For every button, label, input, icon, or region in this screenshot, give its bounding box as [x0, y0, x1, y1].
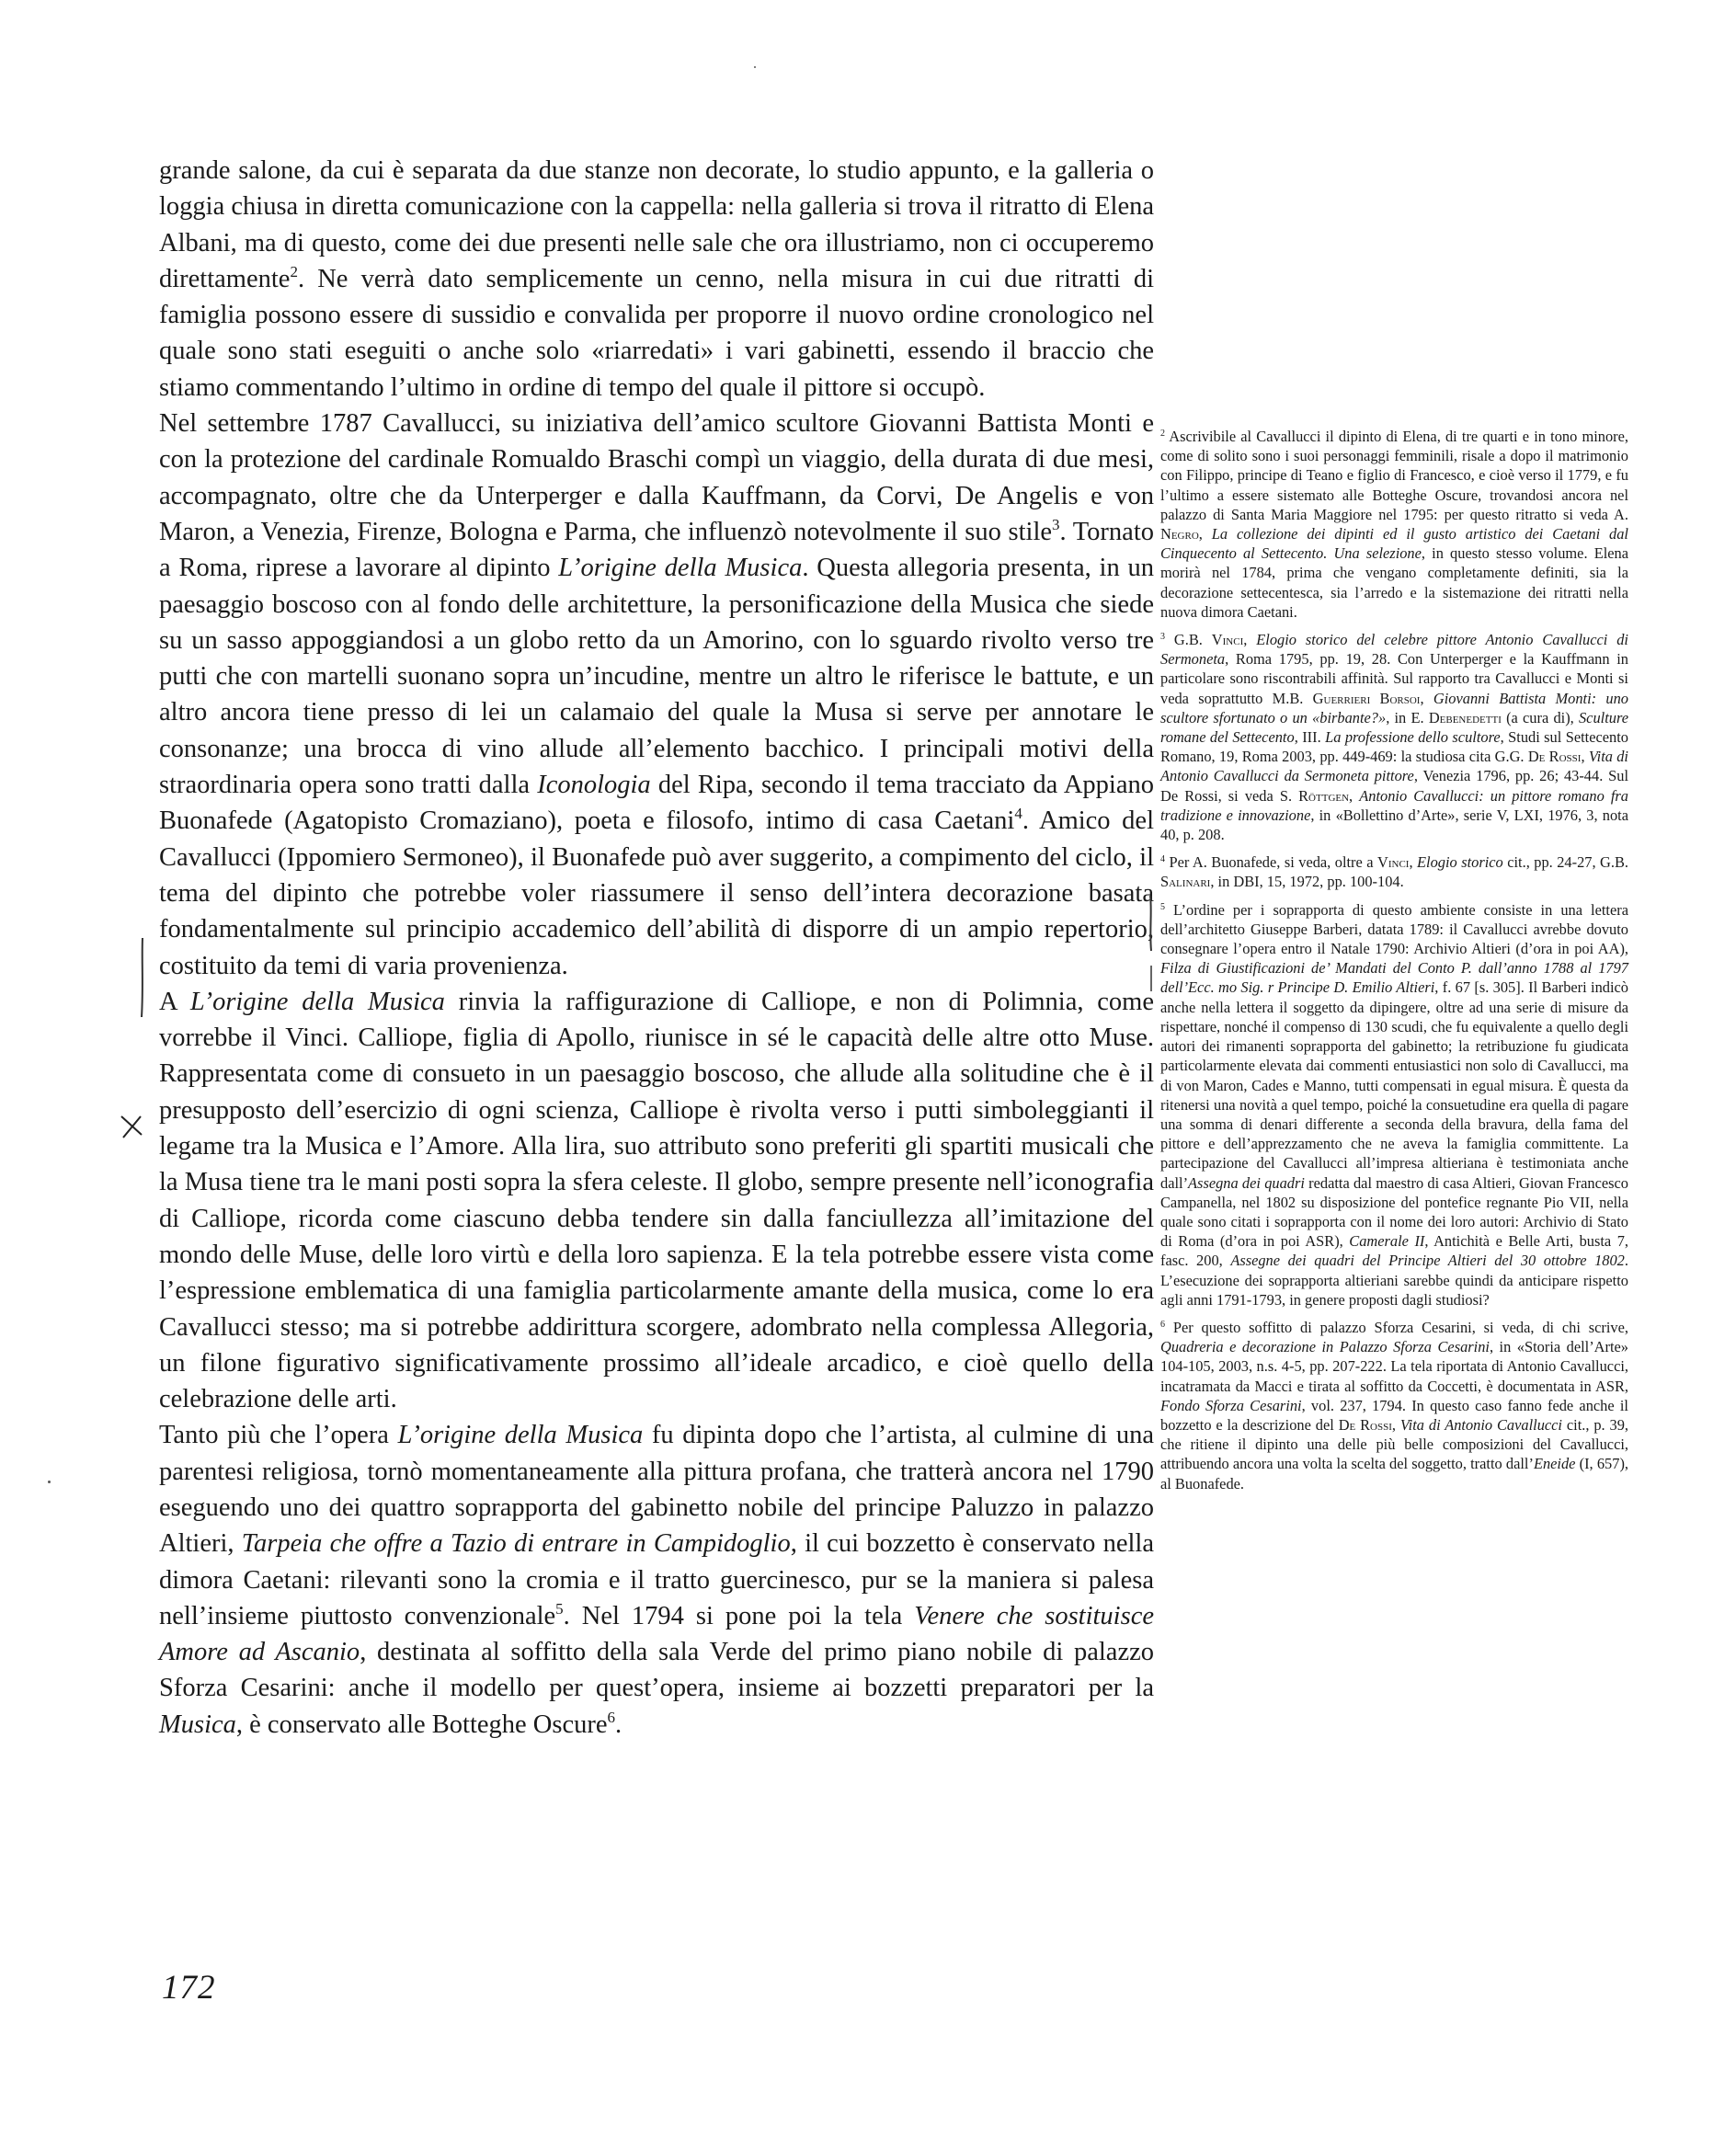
footnotes-column [1160, 427, 1628, 1502]
footnote-5 [1160, 900, 1628, 1309]
text-run: , f. 67 [s. 305]. Il Barberi indicò anche nella lettera il soggetto da dipingere, oltre ad una serie di misure da rispettare, nonché il compenso di 130 scudi, che fu equivalente a quello degli autori dei rimanenti soprapporta del gabinetto; la retribuzione fu giudicata particolarmente elevata dai commenti entusiastici non solo di Cavallucci, ma di von Maron, Cades e Manno, tutti compensati in egual misura. È questa da ritenersi una novità a quel tempo, poiché la consuetudine era quella di pagare una somma di denari differente a seconda della bravura, della fama del pittore e dell’apprezzamento che ne aveva la famiglia committente. La partecipazione del Cavallucci all’impresa altieriana è testimoniata anche dall’ [1160, 978, 1628, 1192]
italic-title: Assegna dei quadri [1188, 1173, 1305, 1192]
paragraph-4 [159, 1417, 1154, 1743]
italic-title: L’origine della Musica [189, 987, 445, 1016]
text-run: grande salone, da cui è separata da due stanze non decorate, lo studio appunto, e la galleria o loggia chiusa in diretta comunicazione con la cappella: nella galleria si trova il ritratto di Elena Albani, ma di questo, come dei due presenti nelle sale che ora illustriamo, non ci occuperemo direttamente [159, 156, 1154, 293]
text-run: . Tornato a Roma, riprese a lavorare al dipinto [159, 517, 1154, 583]
author-name: Debenedetti [1428, 708, 1502, 726]
italic-title: La collezione dei dipinti ed il gusto artistico dei Caetani dal Cinquecento al Settecento. Una selezione [1160, 525, 1628, 563]
text-run: del Ripa, secondo il tema tracciato da Appiano Buonafede (Agatopisto Cromaziano), poeta e filosofo, intimo di casa Caetani [159, 771, 1154, 836]
text-run: , Studi sul Settecento Romano, 19, Roma 2003, pp. 449-469: la studiosa cita G.G. [1160, 728, 1628, 766]
text-run: . L’esecuzione dei soprapporta altieriani sarebbe quindi da anticipare rispetto agli anni 1791-1793, in genere proposti dagli studiosi? [1160, 1252, 1628, 1309]
author-name: Röttgen [1298, 786, 1350, 805]
text-run: Tanto più che l’opera [159, 1421, 398, 1450]
italic-title: Vita di Antonio Cavallucci [1399, 1415, 1562, 1434]
text-run: , vol. 237, 1794. In questo caso fanno fede anche il bozzetto e la descrizione del [1160, 1396, 1628, 1434]
text-run: fu dipinta dopo che l’artista, al culmine di una parentesi religiosa, tornò momentaneamente alla pittura profana, che tratterà ancora nel 1790 eseguendo uno dei quattro soprapporta del gabinetto nobile del principe Paluzzo in palazzo Altieri, [159, 1421, 1154, 1559]
text-run: . Ne verrà dato semplicemente un cenno, nella misura in cui due ritratti di famiglia possono essere di sussidio e convalida per proporre il nuovo ordine cronologico nel quale sono stati eseguiti o anche solo «riarredati» i vari gabinetti, essendo il braccio che stiamo commentando l’ultimo in ordine di tempo del quale il pittore si occupò. [159, 264, 1154, 402]
margin-line-left-mark [138, 936, 147, 1019]
footnote-ref: 2 [290, 262, 298, 280]
footnote-number: 3 [1160, 632, 1165, 643]
footnote-ref: 3 [1052, 515, 1060, 533]
text-run: cit., p. 39, che ritiene il dipinto una delle più belle composizioni del Cavallucci, attribuendo ancora una volta la scelta del soggetto, tratto dall’ [1160, 1415, 1629, 1473]
italic-title: Quadreria e decorazione in Palazzo Sforza Cesarini [1160, 1338, 1490, 1356]
text-run: Ascrivibile al Cavallucci il dipinto di Elena, di tre quarti e in tono minore, come di solito sono i suoi personaggi femminili, risale a dopo il matrimonio con Filippo, principe di Teano e figlio di Francesco, e cioè verso il 1779, e fu l’ultimo a essere sistemato alle Botteghe Oscure, trovandosi ancora nel palazzo di Santa Maria Maggiore nel 1795: per questo ritratto si veda A. [1160, 428, 1628, 523]
italic-title: Sculture romane del Settecento [1160, 708, 1628, 747]
footnote-number: 2 [1160, 429, 1165, 439]
footnote-ref: 6 [607, 1708, 615, 1726]
text-run: Per A. Buonafede, si veda, oltre a [1165, 853, 1377, 872]
footnote-ref: 5 [555, 1599, 564, 1618]
scan-speck [48, 1481, 51, 1483]
text-run: A [159, 987, 190, 1016]
italic-title: L’origine della Musica [397, 1421, 644, 1450]
paragraph-1 [159, 153, 1154, 406]
text-run: , in DBI, 15, 1972, pp. 100-104. [1210, 873, 1404, 891]
italic-title: Assegne dei quadri del Principe Altieri del 30 ottobre 1802 [1230, 1252, 1625, 1270]
text-run: . Nel 1794 si pone poi la tela [563, 1601, 915, 1630]
text-run: , Venezia 1796, pp. 26; 43-44. Sul De Rossi, si veda S. [1160, 767, 1628, 805]
text-run: , Roma 1795, pp. 19, 28. Con Unterperger e la Kauffmann in particolare sono riscontrabili affinità. Sul rapporto tra Cavallucci e Monti si veda soprattutto M.B. [1160, 650, 1628, 707]
italic-title: Tarpeia che offre a Tazio di entrare in Campidoglio [241, 1529, 791, 1559]
text-run: . Questa allegoria presenta, in un paesaggio boscoso con al fondo delle architetture, la personificazione della Musica che siede su un sasso appoggiandosi a un globo retto da un Amorino, con lo sguardo rivolto verso tre putti che con martelli suonano sopra un’incudine, mentre un altro le riferisce le battute, e un altro ancora tiene presso di lei un calamaio del quale la Musa si serve per annotare le consonanze; una brocca di vino allude all’elemento bacchico. I principali motivi della straordinaria opera sono tratti dalla [159, 554, 1155, 800]
text-run: , [1409, 853, 1418, 872]
text-run: , in E. [1386, 708, 1429, 726]
author-name: De Rossi [1338, 1415, 1392, 1434]
author-name: Negro [1160, 525, 1199, 543]
text-run: , il cui bozzetto è conservato nella dimora Caetani: rilevanti sono la cromia e il tratto guercinesco, pur se la maniera si palesa nell’insieme piuttosto convenzionale [159, 1529, 1154, 1630]
text-run: G.B. [1165, 631, 1212, 649]
text-run: cit., pp. 24-27, G.B. [1502, 853, 1628, 872]
text-run: , [1420, 689, 1433, 707]
italic-title: Eneide [1533, 1455, 1576, 1473]
text-run: , [1243, 631, 1257, 649]
footnote-2 [1160, 427, 1628, 622]
footnote-number: 4 [1160, 854, 1165, 865]
paragraph-2 [159, 406, 1154, 984]
page-number: 172 [162, 1969, 216, 2007]
text-run: , destinata al soffitto della sala Verde del primo piano nobile di palazzo Sforza Cesarini: anche il modello per quest’opera, insieme ai bozzetti preparatori per la [159, 1638, 1154, 1703]
scan-speck [754, 66, 756, 68]
footnote-3 [1160, 630, 1628, 844]
text-run: , [1198, 525, 1212, 543]
footnote-6 [1160, 1318, 1628, 1493]
paragraph-3 [159, 984, 1154, 1418]
text-run: , [1391, 1415, 1400, 1434]
author-name: Salinari [1160, 873, 1211, 891]
italic-title: Elogio storico [1417, 853, 1503, 872]
italic-title: Vita di Antonio Cavallucci da Sermoneta pittore [1160, 748, 1628, 785]
italic-title: Iconologia [537, 771, 651, 800]
text-run: Nel settembre 1787 Cavallucci, su iniziativa dell’amico scultore Giovanni Battista Monti e con la protezione del cardinale Romualdo Braschi compì un viaggio, della durata di due mesi, accompagnato, oltre che da Unterperger e dalla Kauffmann, da Corvi, De Angelis e von Maron, a Venezia, Firenze, Bologna e Parma, che influenzò notevolmente il suo stile [159, 409, 1154, 546]
italic-title: Antonio Cavallucci: un pittore romano fra tradizione e innovazione [1160, 786, 1628, 824]
italic-title: La professione dello scultore [1325, 728, 1501, 747]
italic-title: Elogio storico del celebre pittore Antonio Cavallucci di Sermoneta [1160, 631, 1628, 669]
text-run: . Amico del Cavallucci (Ippomiero Sermoneo), il Buonafede può aver suggerito, a compimento del ciclo, il tema del dipinto che potrebbe voler riassumere il senso dell’intera decorazione basata fondamentalmente sul principio accademico dell’abilità di disporre di un ampio repertorio, costituito da temi di varia provenienza. [159, 806, 1154, 980]
italic-title: Venere che sostituisce Amore ad Ascanio [159, 1601, 1154, 1667]
text-run: , in «Bollettino d’Arte», serie V, LXI, 1976, 3, nota 40, p. 208. [1160, 806, 1628, 844]
italic-title: Giovanni Battista Monti: uno scultore sfortunato o un «birbante?» [1160, 689, 1628, 726]
text-run: , III. [1294, 728, 1326, 747]
text-run: (I, 657), al Buonafede. [1160, 1455, 1628, 1492]
author-name: De Rossi [1527, 748, 1582, 766]
text-run: (a cura di), [1501, 708, 1579, 726]
footnote-4 [1160, 852, 1628, 891]
text-run: . [615, 1710, 622, 1739]
text-run: L’ordine per i soprapporta di questo ambiente consiste in una lettera dell’architetto Giuseppe Barberi, datata 1789: il Cavallucci avrebbe dovuto consegnare l’opera entro il Natale 1790: Archivio Altieri (d’ora in poi AA), [1160, 900, 1628, 958]
text-run: , in questo stesso volume. Elena morirà nel 1784, prima che vengano completamente definiti, sia la decorazione settecentesca, sia l’arredo e la sistemazione dei ritratti nella nuova dimora Caetani. [1160, 544, 1628, 621]
main-text-column [159, 153, 1154, 1743]
author-name: Vinci [1377, 853, 1410, 872]
text-run: rinvia la raffigurazione di Calliope, e non di Polimnia, come vorrebbe il Vinci. Calliope, figlia di Apollo, riunisce in sé le capacità delle altre otto Muse. Rappresentata come di consueto in un paesaggio boscoso, che allude alla solitudine che è il presupposto dell’esercizio di ogni scienza, Calliope è rivolta verso i putti simboleggianti il legame tra la Musica e l’Amore. Alla lira, suo attributo sono preferiti gli spartiti musicali che la Musa tiene tra le mani posti sopra la sfera celeste. Il globo, sempre presente nell’iconografia di Calliope, ricorda come ciascuno debba tendere sin dalla fanciullezza all’imitazione del mondo delle Muse, delle loro virtù e della loro sapienza. E la tela potrebbe essere vista come l’espressione emblematica di una famiglia particolarmente amante della musica, come lo era Cavallucci stesso; ma si potrebbe addirittura scorgere, adombrato nella complessa Allegoria, un filone figurativo significativamente prossimo all’ideale arcadico, e cioè quello della celebrazione delle arti. [159, 987, 1154, 1414]
italic-title: Musica [159, 1710, 236, 1739]
italic-title: Fondo Sforza Cesarini [1160, 1396, 1302, 1414]
margin-x-mark-icon [118, 1113, 145, 1140]
author-name: Vinci [1211, 631, 1244, 649]
italic-title: Filza di Giustificazioni de’ Mandati del Conto P. dall’anno 1788 al 1797 dell’Ecc. mo Sig. r Principe D. Emilio Altieri [1160, 959, 1628, 997]
text-run: redatta dal maestro di casa Altieri, Giovan Francesco Campanella, nel 1802 su disposizione del pontefice regnante Pio VII, nella quale sono citati i soprapporta con il nome dei loro autori: Archivio di Stato di Roma (d’ora in poi ASR), [1160, 1173, 1628, 1251]
footnote-number: 6 [1160, 1319, 1165, 1330]
text-run: , [1581, 748, 1589, 766]
text-run: Per questo soffitto di palazzo Sforza Cesarini, si veda, di chi scrive, [1165, 1318, 1628, 1336]
margin-line-right-mark [1147, 894, 1156, 995]
italic-title: L’origine della Musica [558, 554, 803, 583]
footnote-ref: 4 [1014, 805, 1022, 823]
italic-title: Camerale II [1349, 1232, 1425, 1251]
text-run: , in «Storia dell’Arte» 104-105, 2003, n.s. 4-5, pp. 207-222. La tela riportata di Antonio Cavallucci, incatramata da Macci e tirata al soffitto da Coccetti, è documentata in ASR, [1160, 1338, 1628, 1395]
text-run: , [1349, 786, 1360, 805]
text-run: , è conservato alle Botteghe Oscure [235, 1710, 608, 1739]
text-run: , Antichità e Belle Arti, busta 7, fasc. 200, [1160, 1232, 1628, 1270]
author-name: Guerrieri Borsoi [1312, 689, 1421, 707]
footnote-number: 5 [1160, 901, 1165, 912]
